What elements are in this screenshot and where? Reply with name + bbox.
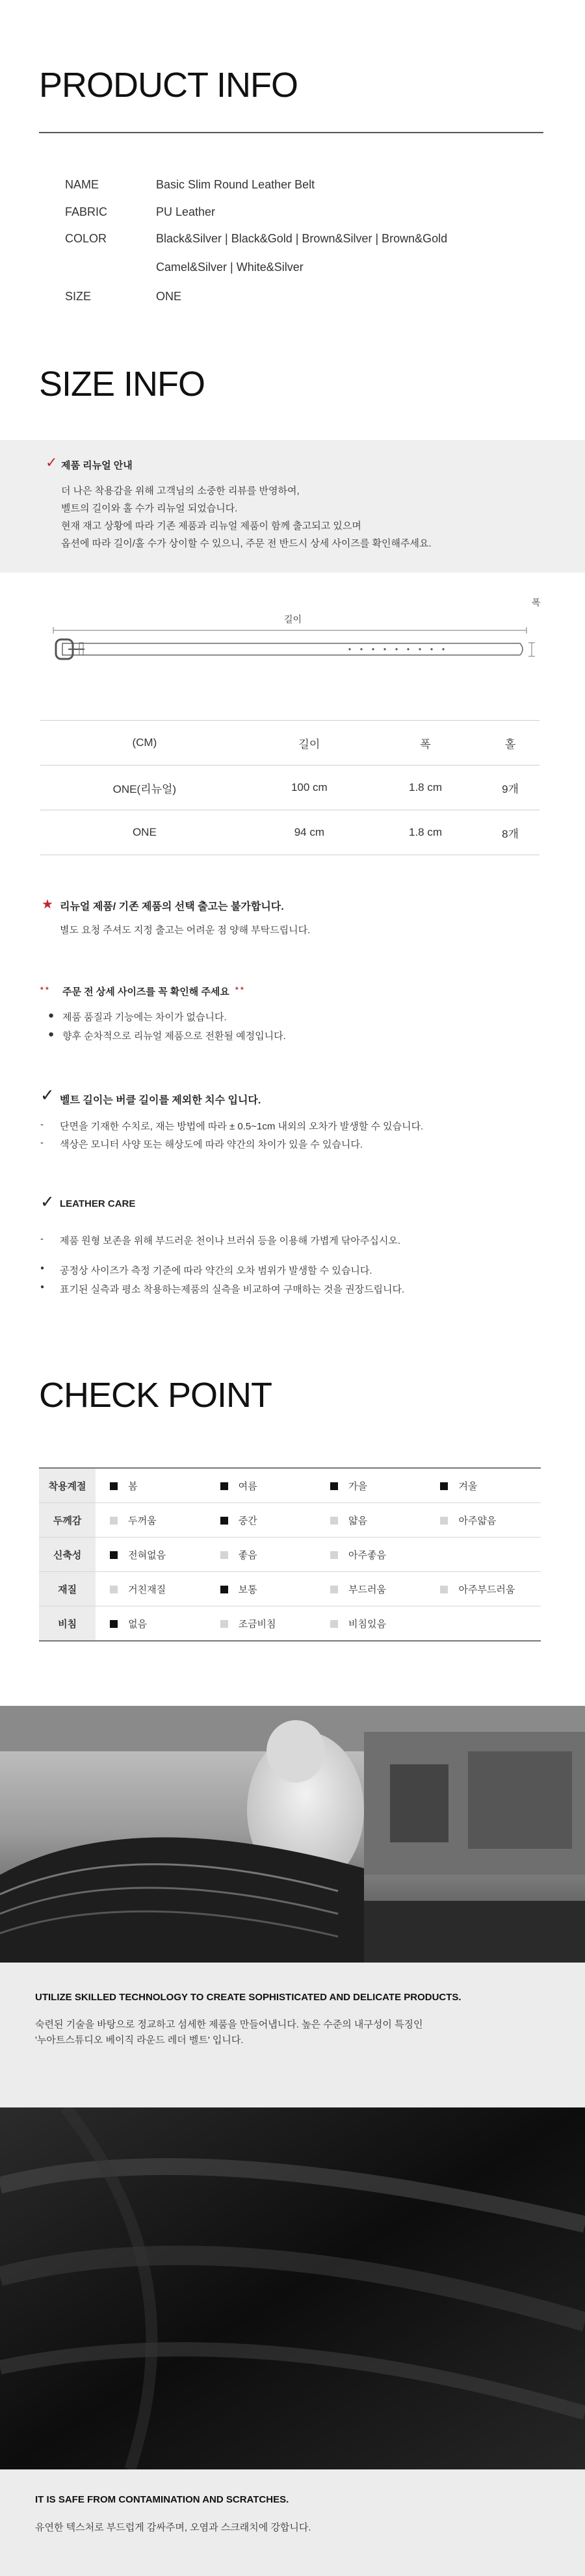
check-icon: ✓ bbox=[40, 1192, 55, 1211]
option-label: 여름 bbox=[238, 1480, 257, 1492]
table-cell: 9개 bbox=[481, 766, 540, 810]
check-title: 주문 전 상세 사이즈를 꼭 확인해 주세요 bbox=[62, 986, 229, 998]
option-label: 거친재질 bbox=[128, 1584, 166, 1595]
table-cell: 1.8 cm bbox=[370, 810, 481, 855]
option-label: 두꺼움 bbox=[128, 1515, 157, 1526]
check-icon: ✓ bbox=[40, 1085, 55, 1105]
product-info-heading: PRODUCT INFO bbox=[39, 66, 298, 105]
check-point-label: 재질 bbox=[39, 1572, 96, 1606]
table-cell: ONE bbox=[40, 810, 249, 855]
check-point-option bbox=[426, 1606, 541, 1642]
size-table bbox=[40, 720, 540, 855]
option-label: 전혀없음 bbox=[128, 1549, 166, 1561]
table-header: (CM) bbox=[40, 721, 249, 766]
bullet-icon: ● bbox=[40, 1283, 45, 1291]
bullet-icon: ● bbox=[48, 1029, 55, 1040]
unchecked-square-icon bbox=[440, 1586, 448, 1593]
unchecked-square-icon bbox=[330, 1586, 338, 1593]
checked-square-icon bbox=[220, 1586, 228, 1593]
notice-line: 더 나은 착용감을 위해 고객님의 소중한 리뷰를 반영하여, bbox=[61, 485, 300, 496]
unchecked-square-icon bbox=[440, 1517, 448, 1525]
check-point-option bbox=[426, 1468, 541, 1503]
check-point-label: 신축성 bbox=[39, 1538, 96, 1572]
checked-square-icon bbox=[440, 1482, 448, 1490]
check-point-option bbox=[206, 1572, 316, 1606]
info-value: Camel&Silver | White&Silver bbox=[156, 261, 304, 274]
checked-square-icon bbox=[110, 1482, 118, 1490]
check-point-option bbox=[206, 1538, 316, 1572]
info-value: PU Leather bbox=[156, 205, 216, 218]
info-key: COLOR bbox=[65, 232, 107, 245]
star-icon: ★ bbox=[42, 897, 53, 912]
care-line: 제품 원형 보존을 위해 부드러운 천이나 브러쉬 등을 이용해 가볍게 닦아주십시오. bbox=[60, 1235, 401, 1246]
unchecked-square-icon bbox=[110, 1517, 118, 1525]
care-line: 표기된 실측과 평소 착용하는제품의 실측을 비교하여 구매하는 것을 권장드립니다. bbox=[60, 1284, 405, 1295]
feature-line: 숙련된 기술을 바탕으로 정교하고 섬세한 제품을 만들어냅니다. 높은 수준의 내구성이 특징인 bbox=[35, 2019, 423, 2030]
width-label: 폭 bbox=[532, 597, 541, 608]
measure-line: 단면을 기재한 수치로, 재는 방법에 따라 ± 0.5~1cm 내외의 오차가 발생할 수 있습니다. bbox=[60, 1121, 424, 1132]
length-label: 길이 bbox=[284, 614, 302, 625]
info-key: NAME bbox=[65, 178, 99, 191]
check-point-option bbox=[96, 1468, 205, 1503]
feature-line: 유연한 텍스처로 부드럽게 감싸주며, 오염과 스크래치에 강합니다. bbox=[35, 2522, 311, 2533]
option-label: 좋음 bbox=[238, 1549, 257, 1561]
unchecked-square-icon bbox=[330, 1620, 338, 1628]
check-point-label: 비침 bbox=[39, 1606, 96, 1642]
table-cell: 1.8 cm bbox=[370, 766, 481, 810]
check-line: 향후 순차적으로 리뉴얼 제품으로 전환될 예정입니다. bbox=[62, 1031, 286, 1042]
heading-divider bbox=[39, 132, 543, 133]
factory-photo bbox=[0, 1706, 585, 1963]
info-key: FABRIC bbox=[65, 205, 108, 218]
check-point-option bbox=[316, 1503, 426, 1538]
renewal-title: 리뉴얼 제품/ 기존 제품의 선택 출고는 불가합니다. bbox=[60, 901, 284, 912]
measure-title: 벨트 길이는 버클 길이를 제외한 치수 입니다. bbox=[60, 1095, 261, 1106]
info-value: Black&Silver | Black&Gold | Brown&Silver | Brown&Gold bbox=[156, 232, 448, 245]
feature-line: '누아트스튜디오 베이직 라운드 레더 벨트' 입니다. bbox=[35, 2035, 244, 2046]
table-header: 홀 bbox=[481, 721, 540, 766]
check-point-option bbox=[316, 1468, 426, 1503]
leather-texture-photo bbox=[0, 2107, 585, 2469]
check-point-option bbox=[206, 1503, 316, 1538]
renewal-notice bbox=[0, 440, 585, 573]
option-label: 아주좋음 bbox=[348, 1549, 386, 1561]
unchecked-square-icon bbox=[110, 1586, 118, 1593]
info-value: ONE bbox=[156, 290, 182, 303]
renewal-line: 별도 요청 주셔도 지정 출고는 어려운 점 양해 부탁드립니다. bbox=[60, 925, 311, 936]
table-header-row bbox=[40, 721, 540, 766]
care-title: LEATHER CARE bbox=[60, 1198, 136, 1209]
check-point-row bbox=[39, 1572, 541, 1606]
table-header: 폭 bbox=[370, 721, 481, 766]
table-header: 길이 bbox=[249, 721, 370, 766]
unchecked-square-icon bbox=[330, 1551, 338, 1559]
option-label: 얇음 bbox=[348, 1515, 367, 1526]
check-point-option bbox=[316, 1572, 426, 1606]
info-value: Basic Slim Round Leather Belt bbox=[156, 178, 315, 191]
measure-line: 색상은 모니터 사양 또는 해상도에 따라 약간의 차이가 있을 수 있습니다. bbox=[60, 1139, 363, 1150]
check-point-row bbox=[39, 1606, 541, 1642]
unchecked-square-icon bbox=[330, 1517, 338, 1525]
check-line: 제품 품질과 기능에는 차이가 없습니다. bbox=[62, 1012, 227, 1023]
option-label: 가을 bbox=[348, 1480, 367, 1492]
check-point-option bbox=[206, 1606, 316, 1642]
dash-icon: - bbox=[40, 1119, 44, 1130]
option-label: 비침있음 bbox=[348, 1618, 386, 1630]
option-label: 조금비침 bbox=[238, 1618, 276, 1630]
dash-icon: - bbox=[40, 1137, 44, 1148]
checked-square-icon bbox=[110, 1620, 118, 1628]
check-point-option bbox=[96, 1503, 205, 1538]
care-line: 공정상 사이즈가 측정 기준에 따라 약간의 오차 범위가 발생할 수 있습니다. bbox=[60, 1265, 372, 1276]
check-point-option bbox=[96, 1538, 205, 1572]
size-info-heading: SIZE INFO bbox=[39, 365, 205, 404]
table-row bbox=[40, 810, 540, 855]
option-label: 중간 bbox=[238, 1515, 257, 1526]
option-label: 겨울 bbox=[458, 1480, 478, 1492]
dash-icon: - bbox=[40, 1233, 44, 1244]
star-icon: * * bbox=[235, 985, 244, 994]
check-point-row bbox=[39, 1503, 541, 1538]
notice-line: 현재 재고 상황에 따라 기존 제품과 리뉴얼 제품이 함께 출고되고 있으며 bbox=[61, 521, 361, 532]
checked-square-icon bbox=[330, 1482, 338, 1490]
option-label: 없음 bbox=[128, 1618, 148, 1630]
table-cell: 100 cm bbox=[249, 766, 370, 810]
check-icon: ✓ bbox=[46, 454, 58, 470]
check-point-row bbox=[39, 1538, 541, 1572]
table-row bbox=[40, 766, 540, 810]
checked-square-icon bbox=[220, 1482, 228, 1490]
check-point-option bbox=[426, 1503, 541, 1538]
unchecked-square-icon bbox=[220, 1551, 228, 1559]
option-label: 아주얇음 bbox=[458, 1515, 497, 1526]
check-point-option bbox=[426, 1572, 541, 1606]
bullet-icon: ● bbox=[40, 1265, 45, 1272]
checked-square-icon bbox=[110, 1551, 118, 1559]
check-point-label: 착용계절 bbox=[39, 1468, 96, 1503]
belt-diagram bbox=[0, 624, 585, 695]
notice-line: 옵션에 따라 길이/홀 수가 상이할 수 있으니, 주문 전 반드시 상세 사이즈를 확인해주세요. bbox=[61, 538, 432, 549]
check-point-option bbox=[96, 1572, 205, 1606]
notice-title: 제품 리뉴얼 안내 bbox=[61, 460, 133, 471]
option-label: 부드러움 bbox=[348, 1584, 386, 1595]
check-point-option bbox=[206, 1468, 316, 1503]
option-label: 보통 bbox=[238, 1584, 257, 1595]
feature-title: IT IS SAFE FROM CONTAMINATION AND SCRATCHES. bbox=[35, 2494, 289, 2505]
table-cell: ONE(리뉴얼) bbox=[40, 766, 249, 810]
table-cell: 8개 bbox=[481, 810, 540, 855]
table-cell: 94 cm bbox=[249, 810, 370, 855]
feature-title: UTILIZE SKILLED TECHNOLOGY TO CREATE SOPHISTICATED AND DELICATE PRODUCTS. bbox=[35, 1992, 462, 2003]
check-point-label: 두께감 bbox=[39, 1503, 96, 1538]
option-label: 봄 bbox=[128, 1480, 138, 1492]
notice-line: 벨트의 길이와 홀 수가 리뉴얼 되었습니다. bbox=[61, 503, 238, 514]
info-key: SIZE bbox=[65, 290, 92, 303]
check-point-heading: CHECK POINT bbox=[39, 1376, 272, 1415]
star-icon: * * bbox=[40, 985, 49, 994]
check-point-option bbox=[316, 1606, 426, 1642]
check-point-option bbox=[96, 1606, 205, 1642]
check-point-table bbox=[39, 1467, 541, 1642]
check-point-option bbox=[316, 1538, 426, 1572]
check-point-row bbox=[39, 1468, 541, 1503]
bullet-icon: ● bbox=[48, 1010, 55, 1021]
checked-square-icon bbox=[220, 1517, 228, 1525]
check-point-option bbox=[426, 1538, 541, 1572]
unchecked-square-icon bbox=[220, 1620, 228, 1628]
option-label: 아주부드러움 bbox=[458, 1584, 515, 1595]
